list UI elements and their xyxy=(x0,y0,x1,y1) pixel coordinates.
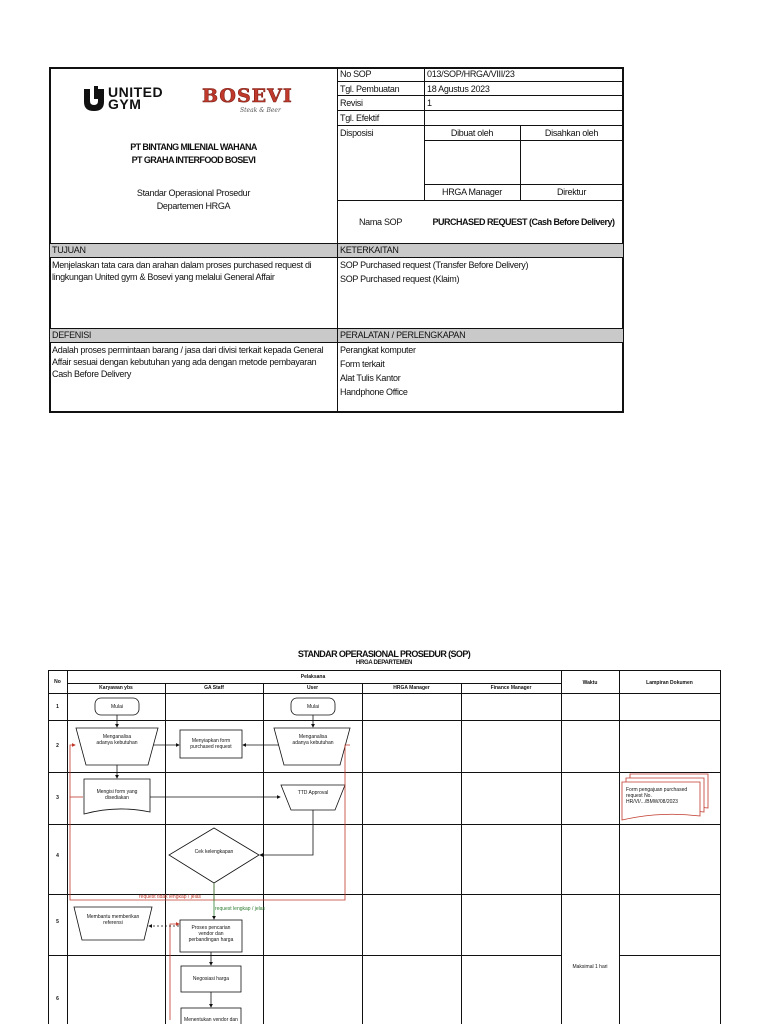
keterkaitan-label: KETERKAITAN xyxy=(340,245,399,255)
ttd-approval-text: TTD Approval xyxy=(297,790,329,796)
col-lampiran: Lampiran Dokumen xyxy=(646,680,693,686)
doc-type: Standar Operasional Prosedur xyxy=(136,188,251,198)
tgl-efektif-label: Tgl. Efektif xyxy=(340,113,379,123)
membantu-text: Membantu memberikan referensi xyxy=(86,914,140,926)
definisi-text: Adalah proses permintaan barang / jasa dari divisi terkait kepada General Affair sesuai dengan kebutuhan yang ada dengan metode pembayaran Cash Before Delivery xyxy=(52,345,324,379)
col-karyawan: Karyawan ybs xyxy=(99,685,133,691)
row-number: 1 xyxy=(56,704,59,710)
cek-kelengkapan-text: Cek kelengkapan xyxy=(194,849,234,855)
nama-sop-label: Nama SOP xyxy=(358,217,403,227)
mengisi-form-text: Mengisi form yang disediakan xyxy=(96,789,138,801)
keterkaitan-item: SOP Purchased request (Transfer Before Delivery) xyxy=(340,260,529,270)
disposisi-label: Disposisi xyxy=(340,128,374,138)
united-logo-text-1: UNITED xyxy=(108,84,164,100)
peralatan-item: Perangkat komputer xyxy=(340,345,416,355)
menentukan-vendor-text: Menentukan vendor dan xyxy=(184,1017,238,1023)
dibuat-oleh-label: Dibuat oleh xyxy=(450,128,494,138)
peralatan-item: Form terkait xyxy=(340,359,385,369)
negosiasi-text: Negosiasi harga xyxy=(192,976,230,982)
no-sop-value: 013/SOP/HRGA/VIII/23 xyxy=(427,69,515,79)
mulai-karyawan: Mulai xyxy=(111,704,123,710)
menganalisa-karyawan: Menganalisa adanya kebutuhan xyxy=(96,734,138,746)
peralatan-item: Alat Tulis Kantor xyxy=(340,373,401,383)
company-name-2: PT GRAHA INTERFOOD BOSEVI xyxy=(131,155,256,165)
menganalisa-user: Menganalisa adanya kebutuhan xyxy=(292,734,334,746)
svg-text:Steak & Beer: Steak & Beer xyxy=(240,107,281,114)
col-user: User xyxy=(306,685,319,691)
tujuan-label: TUJUAN xyxy=(52,245,86,255)
request-tidak-lengkap-label: request tidak lengkap / jelas xyxy=(139,894,201,900)
manual-op-ttd xyxy=(281,785,345,810)
col-waktu: Waktu xyxy=(582,680,598,686)
col-hrga-manager: HRGA Manager xyxy=(393,685,430,691)
col-finance-manager: Finance Manager xyxy=(490,685,532,691)
flowchart-title: STANDAR OPERASIONAL PROSEDUR (SOP) xyxy=(297,649,471,659)
disahkan-oleh-role: Direktur xyxy=(556,187,587,197)
keterkaitan-item: SOP Purchased request (Klaim) xyxy=(340,274,460,284)
peralatan-label: PERALATAN / PERLENGKAPAN xyxy=(340,330,466,340)
request-lengkap-label: request lengkap / jelas xyxy=(215,906,266,912)
company-name-1: PT BINTANG MILENIAL WAHANA xyxy=(130,142,257,152)
pencarian-vendor-text: Proses pencarian vendor dan perbandingan harga xyxy=(188,925,234,943)
united-logo-text-2: GYM xyxy=(108,96,142,112)
row-number: 6 xyxy=(56,996,59,1002)
revisi-label: Revisi xyxy=(340,98,363,108)
col-ga-staff: GA Staff xyxy=(204,685,224,691)
flowchart-subtitle: HRGA DEPARTEMEN xyxy=(355,660,413,666)
no-sop-label: No SOP xyxy=(340,69,372,79)
tgl-pembuatan-value: 18 Agustus 2023 xyxy=(427,84,490,94)
revisi-value: 1 xyxy=(427,98,432,108)
dibuat-oleh-role: HRGA Manager xyxy=(442,187,502,197)
lampiran-form-text: Form pengajuan purchased request No. HR/VI/.../BMW/08/2023 xyxy=(626,787,688,805)
row-number: 3 xyxy=(56,795,59,801)
waktu-maksimal: Maksimal 1 hari xyxy=(572,964,608,970)
col-no: No xyxy=(54,679,61,685)
row-number: 2 xyxy=(56,743,59,749)
tgl-pembuatan-label: Tgl. Pembuatan xyxy=(340,84,400,94)
mulai-user: Mulai xyxy=(307,704,319,710)
svg-text:BOSEVI: BOSEVI xyxy=(202,85,293,107)
decision-cek-kelengkapan xyxy=(169,828,259,883)
row-number: 4 xyxy=(56,853,59,859)
row-number: 5 xyxy=(56,919,59,925)
col-pelaksana: Pelaksana xyxy=(300,674,326,680)
department: Departemen HRGA xyxy=(156,201,231,211)
nama-sop-value: PURCHASED REQUEST (Cash Before Delivery) xyxy=(432,217,615,227)
tujuan-text: Menjelaskan tata cara dan arahan dalam proses purchased request di lingkungan United gym & Bosevi yang melalui General Affair xyxy=(52,260,312,282)
peralatan-item: Handphone Office xyxy=(340,387,408,397)
menyiapkan-form-text: Menyiapkan form purchased request xyxy=(190,738,232,750)
disahkan-oleh-label: Disahkan oleh xyxy=(544,128,599,138)
definisi-label: DEFENISI xyxy=(52,330,92,340)
